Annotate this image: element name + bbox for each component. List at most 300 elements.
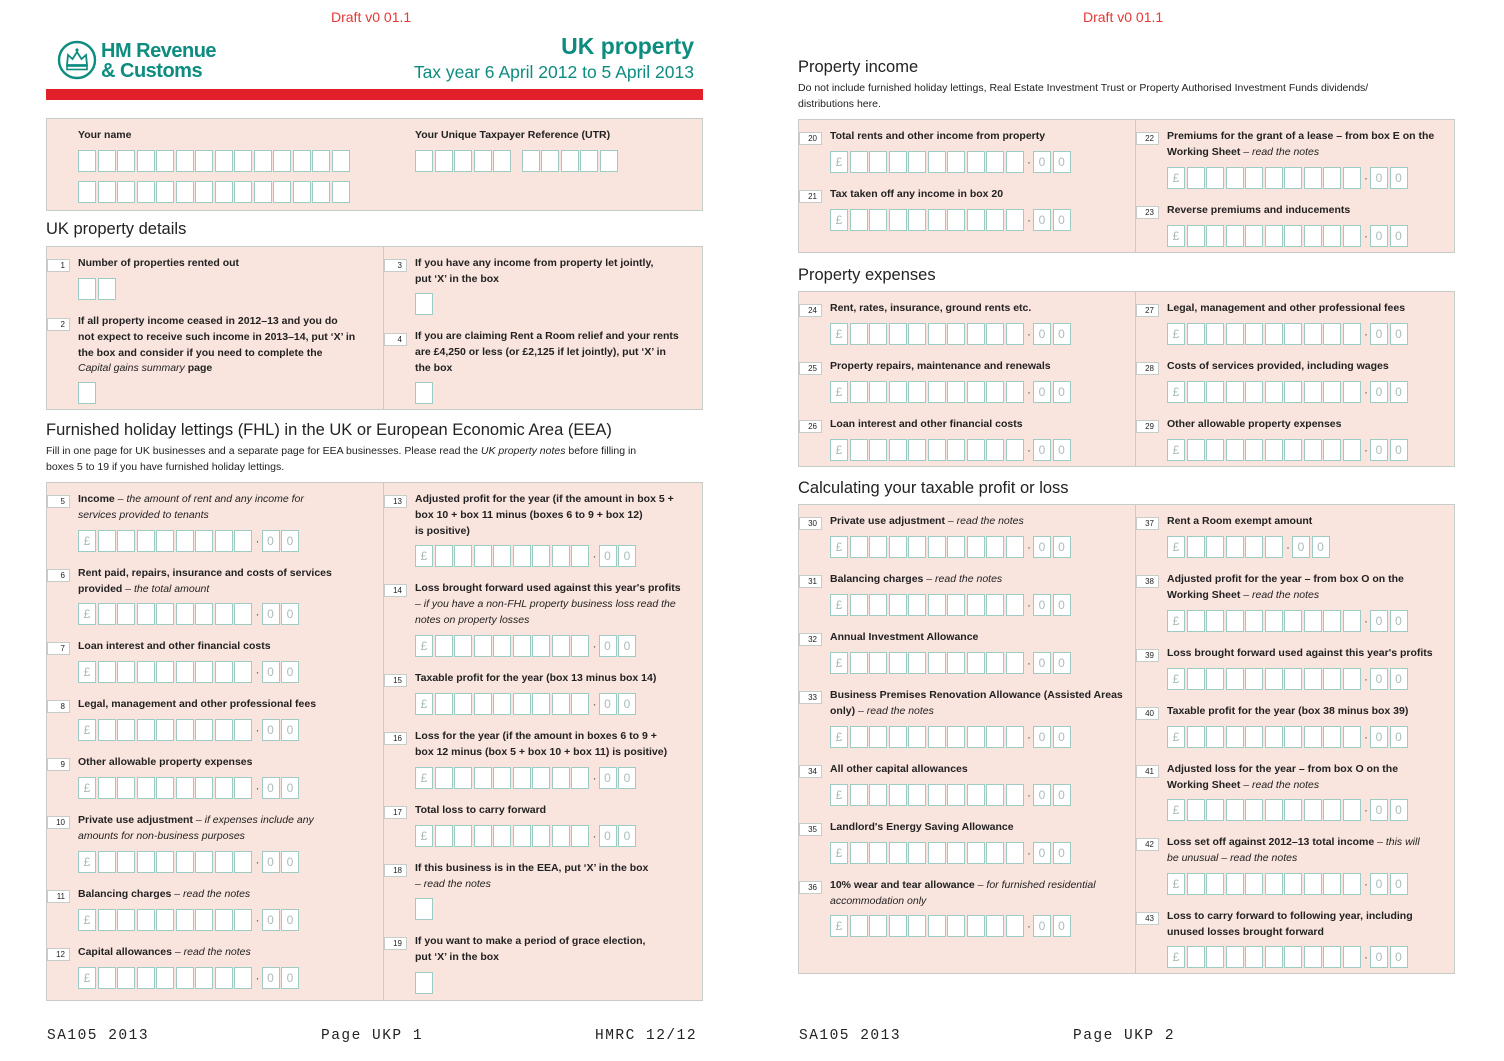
digit-cell[interactable] [1187,799,1205,821]
digit-cell[interactable] [1006,915,1024,937]
digit-cell[interactable] [552,825,570,847]
digit-cell[interactable] [176,967,194,989]
pound-cell[interactable]: £ [1167,323,1185,345]
digit-cell[interactable] [869,594,887,616]
pence-cell[interactable]: 0 [1033,842,1051,864]
digit-cell[interactable] [1245,668,1263,690]
pence-cell[interactable]: 0 [262,777,280,799]
digit-cell[interactable] [908,209,926,231]
digit-cell[interactable] [493,767,511,789]
pence-cell[interactable]: 0 [1390,799,1408,821]
digit-cell[interactable] [1304,610,1322,632]
digit-cell[interactable] [156,603,174,625]
digit-cell[interactable] [1304,167,1322,189]
digit-cell[interactable] [1265,225,1283,247]
box-25-field[interactable] [830,381,1072,403]
digit-cell[interactable] [1343,381,1361,403]
digit-cell[interactable] [195,851,213,873]
character-cell[interactable] [156,150,174,172]
digit-cell[interactable] [850,652,868,674]
digit-cell[interactable] [137,719,155,741]
digit-cell[interactable] [1245,726,1263,748]
box-37-field[interactable] [1167,536,1331,558]
pound-cell[interactable]: £ [1167,946,1185,968]
digit-cell[interactable] [1343,726,1361,748]
digit-cell[interactable] [986,536,1004,558]
digit-cell[interactable] [850,536,868,558]
digit-cell[interactable] [117,967,135,989]
box-18-field[interactable] [415,898,435,920]
digit-cell[interactable] [850,439,868,461]
digit-cell[interactable] [1187,225,1205,247]
pence-cell[interactable]: 0 [1370,873,1388,895]
digit-cell[interactable] [552,545,570,567]
digit-cell[interactable] [1323,439,1341,461]
pound-cell[interactable]: £ [830,652,848,674]
digit-cell[interactable] [98,851,116,873]
digit-cell[interactable] [215,909,233,931]
digit-cell[interactable] [1206,439,1224,461]
digit-cell[interactable] [234,967,252,989]
digit-cell[interactable] [435,545,453,567]
digit-cell[interactable] [571,635,589,657]
pence-cell[interactable]: 0 [262,530,280,552]
digit-cell[interactable] [1265,726,1283,748]
digit-cell[interactable] [1006,784,1024,806]
digit-cell[interactable] [1304,799,1322,821]
digit-cell[interactable] [928,842,946,864]
digit-cell[interactable] [435,825,453,847]
digit-cell[interactable] [117,530,135,552]
pence-cell[interactable]: 0 [1033,726,1051,748]
digit-cell[interactable] [1006,652,1024,674]
digit-cell[interactable] [137,851,155,873]
pence-cell[interactable]: 0 [1053,323,1071,345]
digit-cell[interactable] [137,530,155,552]
digit-cell[interactable] [1245,873,1263,895]
pence-cell[interactable]: 0 [599,693,617,715]
character-cell[interactable] [78,181,96,203]
digit-cell[interactable] [1343,946,1361,968]
digit-cell[interactable] [1206,873,1224,895]
digit-cell[interactable] [513,825,531,847]
digit-cell[interactable] [156,967,174,989]
digit-cell[interactable] [889,151,907,173]
digit-cell[interactable] [176,909,194,931]
digit-cell[interactable] [493,635,511,657]
digit-cell[interactable] [908,439,926,461]
pence-cell[interactable]: 0 [281,719,299,741]
character-cell[interactable] [474,150,492,172]
pound-cell[interactable]: £ [1167,381,1185,403]
digit-cell[interactable] [1206,946,1224,968]
character-cell[interactable] [312,181,330,203]
digit-cell[interactable] [1245,536,1263,558]
digit-cell[interactable] [908,381,926,403]
digit-cell[interactable] [1284,799,1302,821]
digit-cell[interactable] [215,851,233,873]
pence-cell[interactable]: 0 [1033,784,1051,806]
box-4-field[interactable] [415,382,435,404]
pence-cell[interactable]: 0 [1053,842,1071,864]
digit-cell[interactable] [1304,225,1322,247]
digit-cell[interactable] [156,719,174,741]
pence-cell[interactable]: 0 [1370,439,1388,461]
digit-cell[interactable] [117,603,135,625]
digit-cell[interactable] [195,661,213,683]
character-cell[interactable] [293,150,311,172]
digit-cell[interactable] [1187,726,1205,748]
digit-cell[interactable] [571,693,589,715]
box-28-field[interactable] [1167,381,1409,403]
digit-cell[interactable] [532,635,550,657]
digit-cell[interactable] [215,530,233,552]
digit-cell[interactable] [1284,167,1302,189]
character-cell[interactable] [195,150,213,172]
digit-cell[interactable] [850,381,868,403]
pence-cell[interactable]: 0 [1370,323,1388,345]
digit-cell[interactable] [1206,536,1224,558]
character-cell[interactable] [234,150,252,172]
digit-cell[interactable] [1206,167,1224,189]
character-cell[interactable] [435,150,453,172]
digit-cell[interactable] [928,381,946,403]
digit-cell[interactable] [986,323,1004,345]
digit-cell[interactable] [1343,668,1361,690]
digit-cell[interactable] [908,784,926,806]
digit-cell[interactable] [435,635,453,657]
digit-cell[interactable] [1304,668,1322,690]
digit-cell[interactable] [1226,439,1244,461]
pound-cell[interactable]: £ [830,726,848,748]
box-40-field[interactable] [1167,726,1409,748]
digit-cell[interactable] [98,967,116,989]
digit-cell[interactable] [513,545,531,567]
digit-cell[interactable] [98,777,116,799]
character-cell[interactable] [273,181,291,203]
digit-cell[interactable] [869,842,887,864]
digit-cell[interactable] [986,209,1004,231]
digit-cell[interactable] [1245,439,1263,461]
digit-cell[interactable] [1323,610,1341,632]
digit-cell[interactable] [1343,323,1361,345]
digit-cell[interactable] [454,767,472,789]
character-cell[interactable] [215,181,233,203]
digit-cell[interactable] [1284,726,1302,748]
digit-cell[interactable] [889,842,907,864]
box-14-field[interactable] [415,635,638,657]
character-cell[interactable] [522,150,540,172]
digit-cell[interactable] [928,784,946,806]
digit-cell[interactable] [176,661,194,683]
pence-cell[interactable]: 0 [1370,726,1388,748]
digit-cell[interactable] [889,439,907,461]
digit-cell[interactable] [234,661,252,683]
pence-cell[interactable]: 0 [1033,536,1051,558]
digit-cell[interactable] [532,825,550,847]
pence-cell[interactable]: 0 [1033,439,1051,461]
character-cell[interactable] [415,150,433,172]
digit-cell[interactable] [908,323,926,345]
digit-cell[interactable] [513,767,531,789]
digit-cell[interactable] [474,545,492,567]
box-34-field[interactable] [830,784,1072,806]
digit-cell[interactable] [571,767,589,789]
digit-cell[interactable] [850,209,868,231]
digit-cell[interactable] [176,719,194,741]
digit-cell[interactable] [1265,323,1283,345]
digit-cell[interactable] [234,719,252,741]
digit-cell[interactable] [195,719,213,741]
digit-cell[interactable] [98,661,116,683]
digit-cell[interactable] [532,767,550,789]
digit-cell[interactable] [908,594,926,616]
digit-cell[interactable] [1187,381,1205,403]
digit-cell[interactable] [947,536,965,558]
digit-cell[interactable] [869,536,887,558]
digit-cell[interactable] [947,652,965,674]
digit-cell[interactable] [967,726,985,748]
digit-cell[interactable] [928,151,946,173]
box-24-field[interactable] [830,323,1072,345]
digit-cell[interactable] [1206,225,1224,247]
pence-cell[interactable]: 0 [1053,209,1071,231]
digit-cell[interactable] [967,842,985,864]
digit-cell[interactable] [1226,225,1244,247]
digit-cell[interactable] [513,635,531,657]
digit-cell[interactable] [1245,167,1263,189]
character-cell[interactable] [580,150,598,172]
digit-cell[interactable] [1284,323,1302,345]
digit-cell[interactable] [1323,167,1341,189]
digit-cell[interactable] [1226,610,1244,632]
pound-cell[interactable]: £ [78,603,96,625]
digit-cell[interactable] [195,909,213,931]
pence-cell[interactable]: 0 [262,909,280,931]
box-3-field[interactable] [415,293,435,315]
digit-cell[interactable] [1304,946,1322,968]
pence-cell[interactable]: 0 [1033,652,1051,674]
digit-cell[interactable] [234,909,252,931]
digit-cell[interactable] [889,652,907,674]
pence-cell[interactable]: 0 [262,661,280,683]
digit-cell[interactable] [1304,726,1322,748]
digit-cell[interactable] [98,603,116,625]
character-cell[interactable] [332,150,350,172]
pence-cell[interactable]: 0 [1053,439,1071,461]
digit-cell[interactable] [1245,610,1263,632]
character-cell[interactable] [600,150,618,172]
pence-cell[interactable]: 0 [599,825,617,847]
pound-cell[interactable]: £ [1167,167,1185,189]
digit-cell[interactable] [889,536,907,558]
digit-cell[interactable] [117,777,135,799]
digit-cell[interactable] [1343,610,1361,632]
digit-cell[interactable] [967,209,985,231]
digit-cell[interactable] [869,323,887,345]
digit-cell[interactable] [889,726,907,748]
pence-cell[interactable]: 0 [281,603,299,625]
digit-cell[interactable] [1006,381,1024,403]
digit-cell[interactable] [1226,381,1244,403]
character-cell[interactable] [332,181,350,203]
digit-cell[interactable] [1284,610,1302,632]
digit-cell[interactable] [889,915,907,937]
digit-cell[interactable] [986,652,1004,674]
digit-cell[interactable] [117,851,135,873]
pence-cell[interactable]: 0 [281,661,299,683]
pence-cell[interactable]: 0 [1390,610,1408,632]
box-21-field[interactable] [830,209,1072,231]
digit-cell[interactable] [156,661,174,683]
box-8-field[interactable] [78,719,301,741]
pound-cell[interactable]: £ [1167,439,1185,461]
digit-cell[interactable] [156,777,174,799]
character-cell[interactable] [254,181,272,203]
digit-cell[interactable] [967,594,985,616]
digit-cell[interactable] [1265,439,1283,461]
digit-cell[interactable] [176,777,194,799]
character-cell[interactable] [312,150,330,172]
digit-cell[interactable] [850,151,868,173]
digit-cell[interactable] [454,693,472,715]
pence-cell[interactable]: 0 [618,767,636,789]
digit-cell[interactable] [493,545,511,567]
pound-cell[interactable]: £ [830,842,848,864]
pence-cell[interactable]: 0 [1370,946,1388,968]
pence-cell[interactable]: 0 [1053,594,1071,616]
pound-cell[interactable]: £ [78,777,96,799]
digit-cell[interactable] [1206,610,1224,632]
box-23-field[interactable] [1167,225,1409,247]
pound-cell[interactable]: £ [1167,726,1185,748]
box-12-field[interactable] [78,967,301,989]
digit-cell[interactable] [986,726,1004,748]
pence-cell[interactable]: 0 [1390,726,1408,748]
digit-cell[interactable] [908,726,926,748]
pence-cell[interactable]: 0 [599,545,617,567]
box-42-field[interactable] [1167,873,1409,895]
box-6-field[interactable] [78,603,301,625]
digit-cell[interactable] [98,530,116,552]
character-cell[interactable] [415,293,433,315]
character-cell[interactable] [273,150,291,172]
digit-cell[interactable] [967,439,985,461]
digit-cell[interactable] [850,915,868,937]
character-cell[interactable] [415,972,433,994]
digit-cell[interactable] [967,151,985,173]
pence-cell[interactable]: 0 [1053,381,1071,403]
character-cell[interactable] [493,150,511,172]
pound-cell[interactable]: £ [830,784,848,806]
digit-cell[interactable] [1343,799,1361,821]
digit-cell[interactable] [1206,799,1224,821]
digit-cell[interactable] [1265,668,1283,690]
box-19-field[interactable] [415,972,435,994]
digit-cell[interactable] [532,693,550,715]
digit-cell[interactable] [1187,323,1205,345]
digit-cell[interactable] [1187,167,1205,189]
digit-cell[interactable] [1187,439,1205,461]
box-35-field[interactable] [830,842,1072,864]
digit-cell[interactable] [986,381,1004,403]
digit-cell[interactable] [967,915,985,937]
digit-cell[interactable] [234,530,252,552]
digit-cell[interactable] [1187,610,1205,632]
digit-cell[interactable] [1226,799,1244,821]
digit-cell[interactable] [552,635,570,657]
digit-cell[interactable] [1265,873,1283,895]
digit-cell[interactable] [928,915,946,937]
name-field-line-2[interactable] [78,181,351,203]
digit-cell[interactable] [1006,536,1024,558]
digit-cell[interactable] [928,536,946,558]
digit-cell[interactable] [928,439,946,461]
box-2-field[interactable] [78,382,98,404]
box-31-field[interactable] [830,594,1072,616]
box-38-field[interactable] [1167,610,1409,632]
digit-cell[interactable] [850,323,868,345]
digit-cell[interactable] [176,851,194,873]
pound-cell[interactable]: £ [78,530,96,552]
digit-cell[interactable] [1226,668,1244,690]
pound-cell[interactable]: £ [78,909,96,931]
digit-cell[interactable] [1343,439,1361,461]
digit-cell[interactable] [552,693,570,715]
digit-cell[interactable] [1006,323,1024,345]
character-cell[interactable] [156,181,174,203]
digit-cell[interactable] [1226,323,1244,345]
digit-cell[interactable] [137,967,155,989]
character-cell[interactable] [98,150,116,172]
pence-cell[interactable]: 0 [1370,668,1388,690]
digit-cell[interactable] [156,851,174,873]
digit-cell[interactable] [1265,799,1283,821]
digit-cell[interactable] [967,381,985,403]
pence-cell[interactable]: 0 [1390,381,1408,403]
box-27-field[interactable] [1167,323,1409,345]
character-cell[interactable] [195,181,213,203]
digit-cell[interactable] [552,767,570,789]
box-26-field[interactable] [830,439,1072,461]
character-cell[interactable] [254,150,272,172]
box-41-field[interactable] [1167,799,1409,821]
digit-cell[interactable] [176,603,194,625]
pence-cell[interactable]: 0 [1390,167,1408,189]
character-cell[interactable] [78,278,96,300]
character-cell[interactable] [137,181,155,203]
digit-cell[interactable] [137,777,155,799]
digit-cell[interactable] [869,209,887,231]
pence-cell[interactable]: 0 [599,635,617,657]
digit-cell[interactable] [947,784,965,806]
digit-cell[interactable] [474,767,492,789]
digit-cell[interactable] [1006,594,1024,616]
digit-cell[interactable] [947,726,965,748]
pence-cell[interactable]: 0 [1390,225,1408,247]
digit-cell[interactable] [947,323,965,345]
digit-cell[interactable] [947,915,965,937]
character-cell[interactable] [98,278,116,300]
digit-cell[interactable] [195,530,213,552]
box-29-field[interactable] [1167,439,1409,461]
digit-cell[interactable] [1284,946,1302,968]
digit-cell[interactable] [1006,209,1024,231]
box-1-field[interactable] [78,278,117,300]
pence-cell[interactable]: 0 [281,777,299,799]
digit-cell[interactable] [474,635,492,657]
digit-cell[interactable] [1323,946,1341,968]
